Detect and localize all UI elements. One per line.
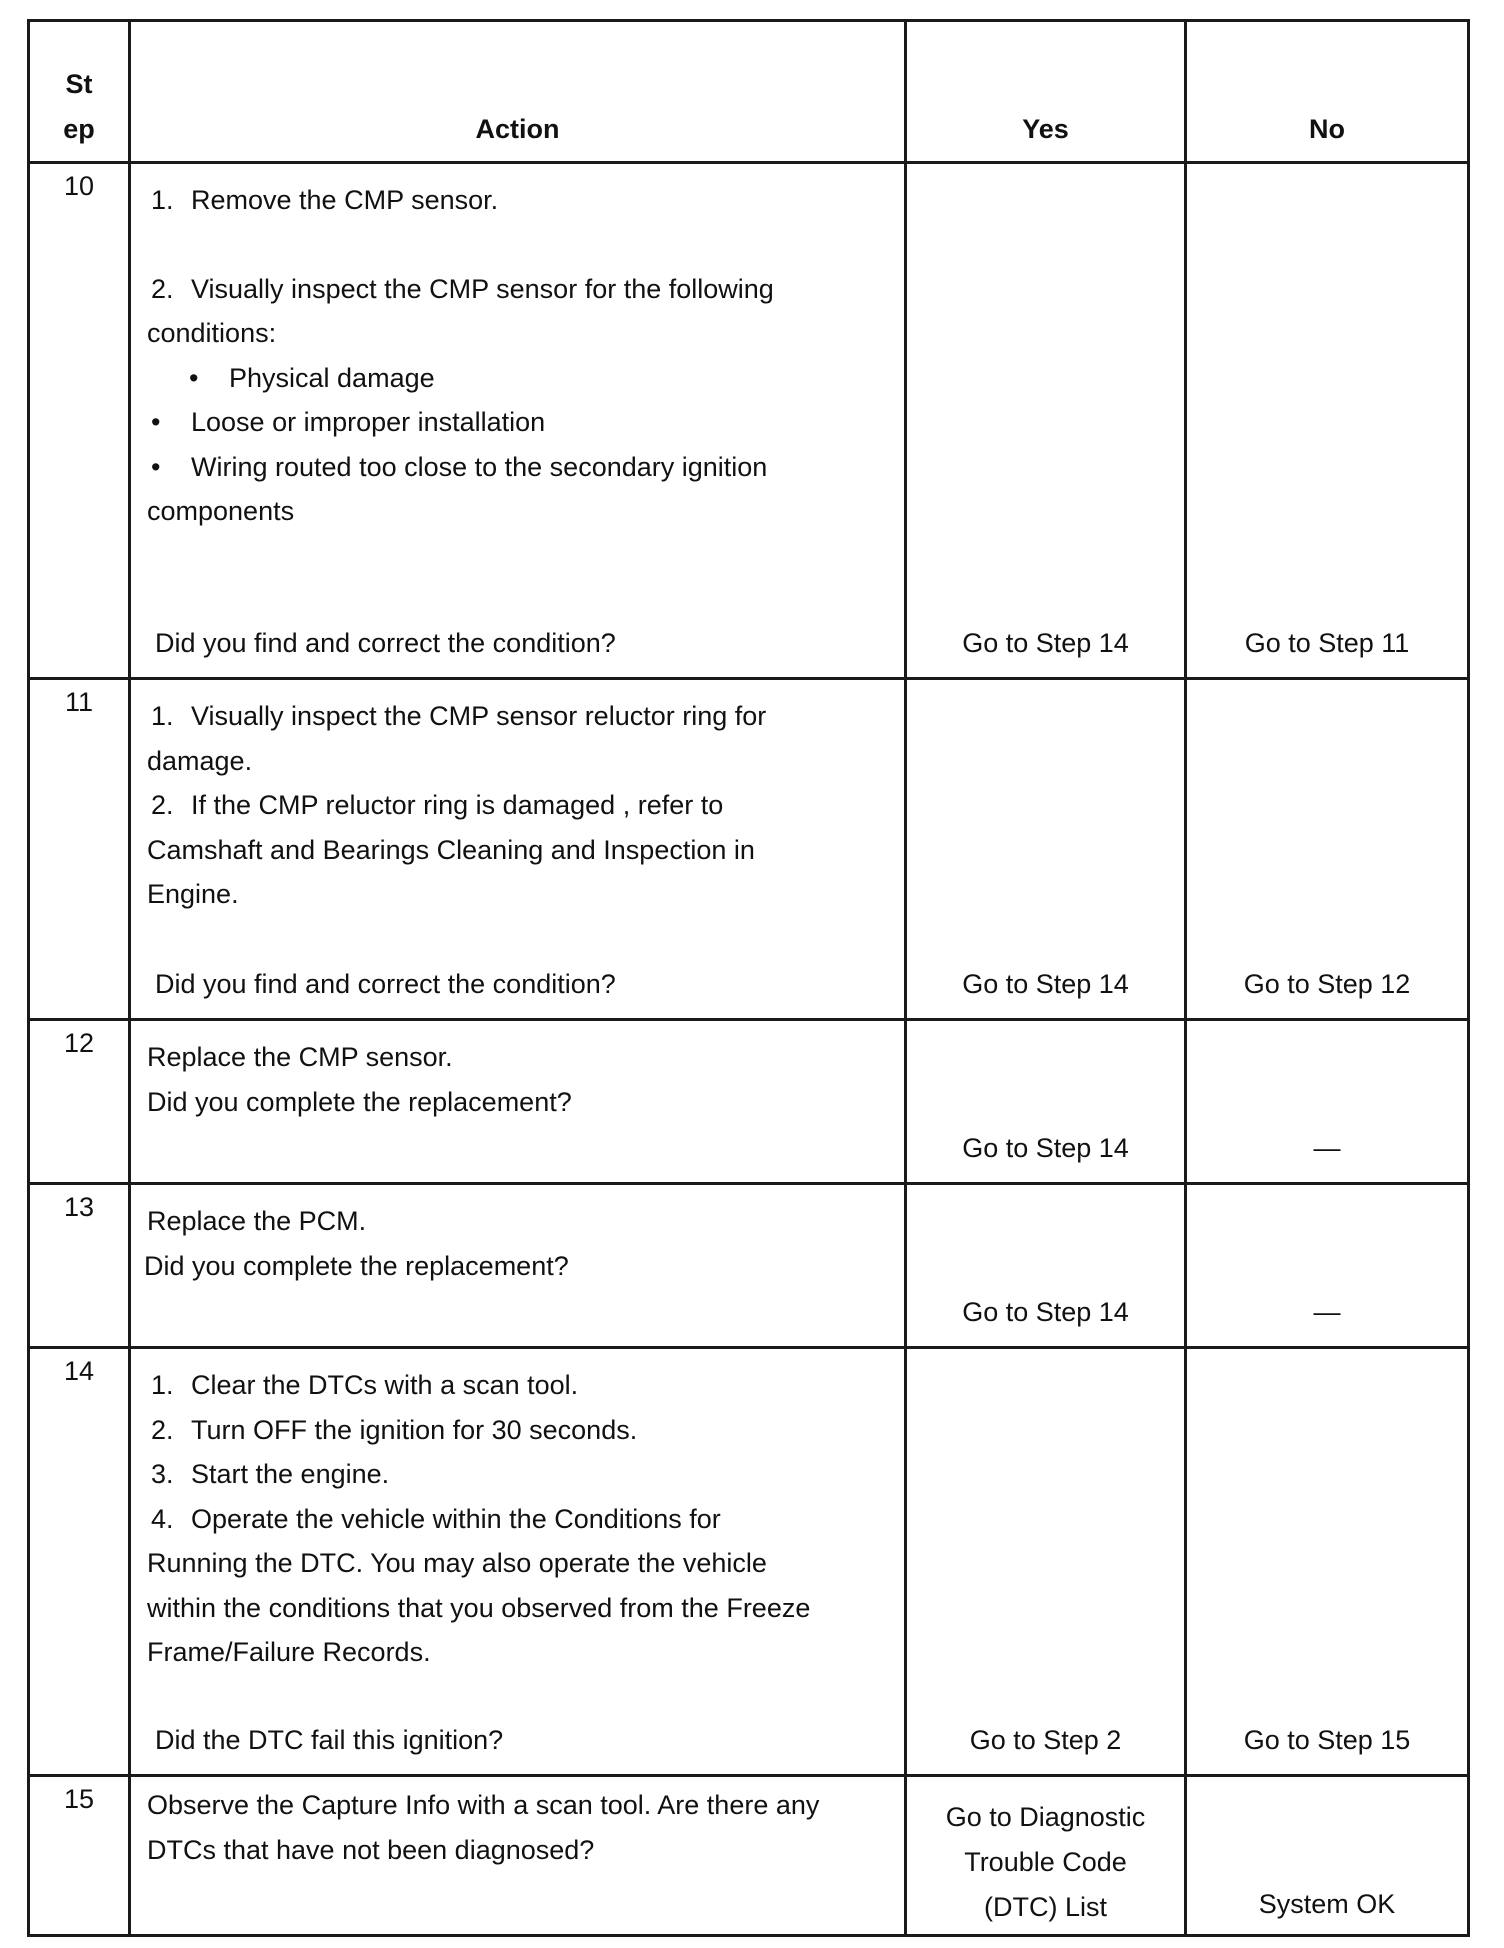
action-line: 2. Visually inspect the CMP sensor for the following: [151, 273, 774, 304]
no-cell: [1186, 679, 1469, 1020]
step-number: 11: [29, 679, 130, 1020]
action-cell: [130, 1776, 906, 1936]
action-cell: [130, 679, 906, 1020]
action-line: Camshaft and Bearings Cleaning and Inspection in: [147, 834, 755, 865]
action-line: DTCs that have not been diagnosed?: [147, 1834, 595, 1865]
action-line: • Physical damage: [189, 362, 435, 393]
action-cell: [130, 1020, 906, 1184]
yes-line: (DTC) List: [984, 1892, 1107, 1922]
yes-cell: [906, 679, 1186, 1020]
action-line: 1. Visually inspect the CMP sensor reluctor ring for: [151, 701, 767, 731]
action-line: 4. Operate the vehicle within the Conditions for: [151, 1503, 721, 1534]
yes-cell: [906, 1776, 1186, 1936]
yes-result: [907, 1795, 1184, 1930]
action-line: 1. Remove the CMP sensor.: [151, 185, 499, 215]
yes-line: Trouble Code: [964, 1847, 1127, 1877]
table-row: [29, 163, 1469, 679]
step-number: 14: [29, 1348, 130, 1776]
yes-cell: [906, 163, 1186, 679]
action-line: 2. Turn OFF the ignition for 30 seconds.: [151, 1414, 638, 1445]
table-row: [29, 1184, 1469, 1348]
action-line: Observe the Capture Info with a scan tool. Are there any: [147, 1790, 820, 1820]
no-result: Go to Step 11: [1244, 627, 1410, 658]
header-step: [29, 21, 130, 163]
no-result: System OK: [1258, 1888, 1396, 1919]
action-line: Did you complete the replacement?: [144, 1250, 569, 1281]
action-line: conditions:: [147, 318, 277, 348]
no-cell: [1186, 1776, 1469, 1936]
action-line: Engine.: [147, 879, 239, 909]
action-line: 3. Start the engine.: [151, 1459, 390, 1489]
diagnostic-table: [27, 19, 1470, 1937]
yes-cell: [906, 1348, 1186, 1776]
header-no: No: [1186, 21, 1469, 163]
action-line: Replace the CMP sensor.: [147, 1042, 453, 1072]
no-result: Go to Step 15: [1243, 1724, 1411, 1755]
action-question: Did the DTC fail this ignition?: [155, 1724, 504, 1755]
table-row: [29, 1348, 1469, 1776]
no-result: —: [1313, 1132, 1341, 1163]
yes-line: Go to Diagnostic: [945, 1802, 1146, 1832]
action-cell: [130, 1348, 906, 1776]
no-cell: [1186, 163, 1469, 679]
action-line: Running the DTC. You may also operate the vehicle: [147, 1548, 767, 1578]
table-row: [29, 1020, 1469, 1184]
yes-cell: [906, 1184, 1186, 1348]
action-question: Did you find and correct the condition?: [155, 627, 616, 658]
step-number: 13: [29, 1184, 130, 1348]
no-cell: [1186, 1020, 1469, 1184]
no-result: Go to Step 12: [1243, 968, 1411, 999]
action-line: 1. Clear the DTCs with a scan tool.: [151, 1370, 579, 1400]
action-line: Frame/Failure Records.: [147, 1637, 431, 1667]
header-step-line-1: St: [65, 69, 93, 99]
action-question: Did you find and correct the condition?: [155, 968, 616, 999]
yes-result: Go to Step 14: [962, 1132, 1129, 1163]
action-line: • Wiring routed too close to the secondary ignition: [151, 451, 768, 482]
no-result: —: [1313, 1296, 1341, 1327]
action-line: within the conditions that you observed from the Freeze: [147, 1592, 811, 1623]
table-row: [29, 1776, 1469, 1936]
action-line: damage.: [147, 745, 253, 776]
no-cell: [1186, 1184, 1469, 1348]
action-cell: [130, 163, 906, 679]
header-row: [29, 21, 1469, 163]
yes-result: Go to Step 14: [962, 1296, 1129, 1327]
header-step-line-2: ep: [63, 113, 95, 144]
action-line: Did you complete the replacement?: [147, 1086, 572, 1117]
header-yes: Yes: [906, 21, 1186, 163]
yes-result: Go to Step 14: [962, 627, 1129, 658]
action-line: 2. If the CMP reluctor ring is damaged , refer to: [151, 790, 724, 820]
yes-cell: [906, 1020, 1186, 1184]
yes-result: Go to Step 14: [962, 968, 1129, 999]
action-cell: [130, 1184, 906, 1348]
no-cell: [1186, 1348, 1469, 1776]
action-line: components: [147, 496, 295, 526]
yes-result: Go to Step 2: [969, 1724, 1122, 1755]
step-number: 15: [29, 1776, 130, 1936]
action-line: • Loose or improper installation: [151, 407, 546, 437]
step-number: 12: [29, 1020, 130, 1184]
header-action: Action: [130, 21, 906, 163]
action-line: Replace the PCM.: [147, 1206, 367, 1236]
table-row: [29, 679, 1469, 1020]
step-number: 10: [29, 163, 130, 679]
